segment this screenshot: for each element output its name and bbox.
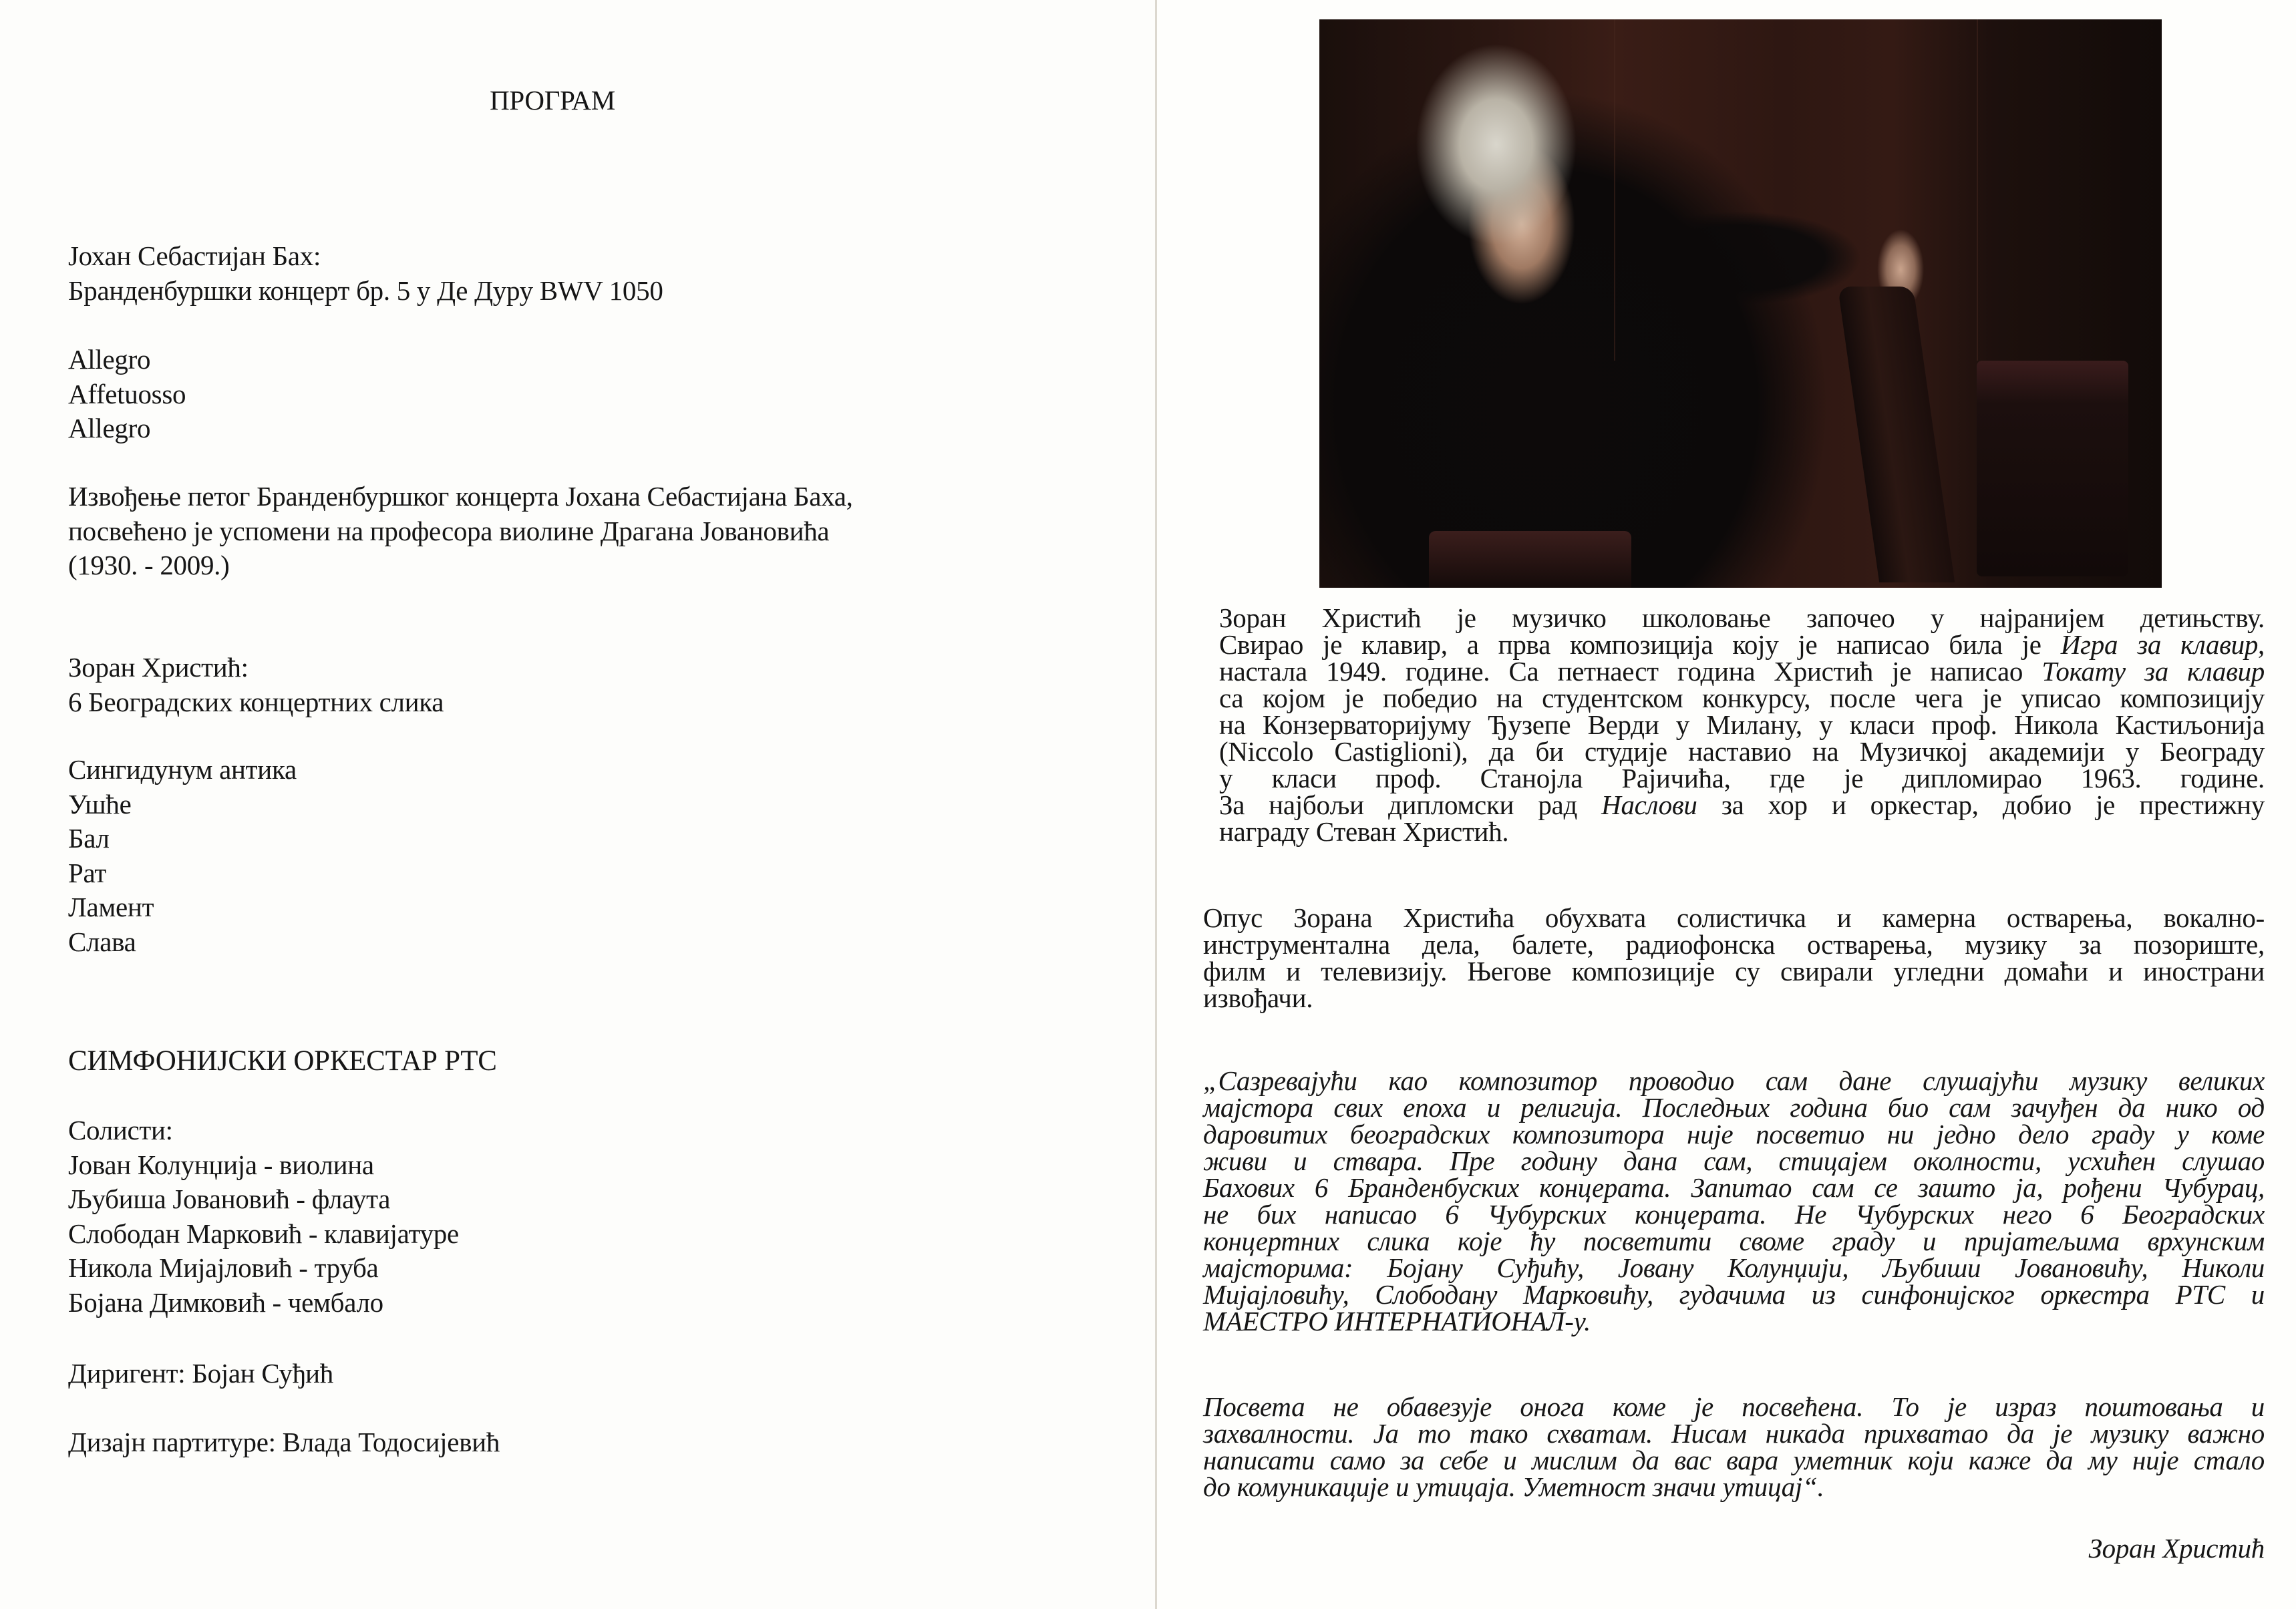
text-line: Посвета не обавезује онога коме је посвећена. То је израз поштовања и bbox=[1203, 1391, 2265, 1422]
text-line: (Niccolo Castiglioni), да би студије наставио на Музичкој академији у Београду bbox=[1219, 736, 2265, 767]
program-title: ПРОГРАМ bbox=[490, 85, 615, 116]
text-line: Мијајловићу, Слободану Марковићу, гудачима из синфонијског оркестра РТС и bbox=[1203, 1279, 2265, 1310]
piece-item: Сингидунум антика bbox=[68, 754, 297, 785]
theatre-seat bbox=[1429, 531, 1631, 588]
bach-work-title: Бранденбуршки концерт бр. 5 у Де Дуру BWV 1050 bbox=[68, 275, 663, 306]
text-line: мајстора свих епоха и религија. Последњих година био сам зачуђен да нико од bbox=[1203, 1092, 2265, 1123]
soloists-list bbox=[68, 1113, 459, 1320]
dedication-line: посвећено је успомени на професора виолине Драгана Јовановића bbox=[68, 515, 830, 546]
dedication-line: Извођење петог Бранденбуршког концерта Јохана Себастијана Баха, bbox=[68, 481, 853, 512]
bach-movements-list bbox=[68, 343, 186, 446]
text-line: Свирао је клавир, а прва композиција коју је написао била је Игра за клавир, bbox=[1219, 629, 2265, 660]
orchestra-name: СИМФОНИЈСКИ ОРКЕСТАР РТС bbox=[68, 1045, 497, 1077]
bach-dedication bbox=[68, 480, 853, 583]
soloist-item: Никола Мијајловић - труба bbox=[68, 1252, 379, 1283]
theatre-seat-back bbox=[1838, 287, 1955, 582]
biography-paragraph-1 bbox=[1203, 604, 2265, 845]
piece-item: Бал bbox=[68, 823, 110, 854]
soloist-item: Бојана Димковић - чембало bbox=[68, 1286, 383, 1318]
soloist-item: Љубиша Јовановић - флаута bbox=[68, 1184, 391, 1214]
text-line: „Сазревајући као композитор проводио сам дане слушајући музику великих bbox=[1203, 1065, 2265, 1096]
soloists-label: Солисти: bbox=[68, 1115, 173, 1145]
text-line: филм и телевизију. Његове композиције су свирали угледни домаћи и инострани bbox=[1203, 956, 2265, 987]
quote-signature: Зоран Христић bbox=[2088, 1533, 2265, 1564]
soloist-item: Јован Колунџија - виолина bbox=[68, 1149, 374, 1180]
soloist-item: Слободан Марковић - клавијатуре bbox=[68, 1218, 459, 1249]
theatre-seat bbox=[1977, 361, 2128, 576]
text-line: концертних слика које ћу посветити своме граду и пријатељима врхунским bbox=[1203, 1226, 2265, 1256]
text-line: на Конзерваторијуму Ђузепе Верди у Милану, у класи проф. Никола Кастиљонија bbox=[1219, 709, 2265, 740]
hristic-work-title: 6 Београдских концертних слика bbox=[68, 686, 444, 717]
text-line: настала 1949. године. Са петнаест година Христић је написао Токату за клавир bbox=[1219, 656, 2265, 687]
text-line: Зоран Христић је музичко школовање започео у најранијем детињству. bbox=[1219, 602, 2265, 633]
text-line: мајсторима: Бојану Суђићу, Јовану Колунџији, Љубиши Јовановићу, Николи bbox=[1203, 1252, 2265, 1283]
text-line: Бахових 6 Бранденбуских концерата. Запитао сам се зашто ја, рођени Чубурац, bbox=[1203, 1172, 2265, 1203]
text-line: инструментална дела, балете, радиофонска остварења, музику за позориште, bbox=[1203, 929, 2265, 960]
piece-item: Ламент bbox=[68, 892, 154, 922]
text-line: МАЕСТРО ИНТЕРНАТИОНАЛ-у. bbox=[1203, 1306, 1591, 1336]
piece-item: Рат bbox=[68, 857, 106, 888]
composer-quote bbox=[1203, 1067, 2265, 1334]
conductor-credit: Диригент: Бојан Суђић bbox=[68, 1358, 333, 1389]
hristic-work-heading bbox=[68, 651, 444, 719]
composer-quote-continued bbox=[1203, 1393, 2265, 1500]
wall-panel-line bbox=[1614, 19, 1615, 361]
text-line: извођачи. bbox=[1203, 982, 1313, 1013]
text-line: захвалности. Ја то тако схватам. Нисам никада прихватао да је музику важно bbox=[1203, 1418, 2265, 1449]
piece-item: Слава bbox=[68, 926, 136, 957]
hristic-composer: Зоран Христић: bbox=[68, 652, 249, 683]
biography-paragraph-2 bbox=[1203, 904, 2265, 1011]
movement-item: Allegro bbox=[68, 413, 151, 443]
text-line: у класи проф. Станојла Рајичића, где је дипломирао 1963. године. bbox=[1219, 763, 2265, 793]
work-title-italic: Наслови bbox=[1601, 789, 1697, 820]
movement-item: Allegro bbox=[68, 344, 151, 375]
piece-item: Ушће bbox=[68, 788, 132, 820]
text-line: са којом је победио на студентском конкурсу, после чега је уписао композицију bbox=[1219, 683, 2265, 713]
wall-panel-line bbox=[1977, 19, 1978, 361]
text-line: даровитих београдских композитора није посветио ни једно дело граду у коме bbox=[1203, 1119, 2265, 1149]
dedication-line: (1930. - 2009.) bbox=[68, 550, 230, 580]
text-line: до комуникације и утицаја. Уметност значи утицај“. bbox=[1203, 1471, 1824, 1502]
text-line: Опус Зорана Христића обухвата солистичка и камерна остварења, вокално- bbox=[1203, 902, 2265, 933]
text-line: награду Стеван Христић. bbox=[1219, 816, 1509, 847]
text-line: За најбољи дипломски рад Наслови за хор и оркестар, добио је престижну bbox=[1219, 789, 2265, 820]
hristic-pieces-list bbox=[68, 753, 297, 959]
score-design-credit: Дизајн партитуре: Влада Тодосијевић bbox=[68, 1427, 500, 1457]
bach-work-heading bbox=[68, 239, 663, 308]
work-title-italic: Токату за клавир bbox=[2041, 656, 2265, 687]
text-line: написати само за себе и мислим да вас вара уметник који каже да му није стало bbox=[1203, 1445, 2265, 1475]
text-line: живи и ствара. Пре годину дана сам, стицајем околности, усхићен слушао bbox=[1203, 1145, 2265, 1176]
composer-portrait-photo bbox=[1319, 19, 2162, 588]
work-title-italic: Игра за клавир bbox=[2060, 629, 2259, 660]
movement-item: Affetuosso bbox=[68, 378, 186, 409]
text-line: не бих написао 6 Чубурских концерата. Не Чубурских него 6 Београдских bbox=[1203, 1199, 2265, 1230]
bach-composer: Јохан Себастијан Бах: bbox=[68, 240, 321, 271]
